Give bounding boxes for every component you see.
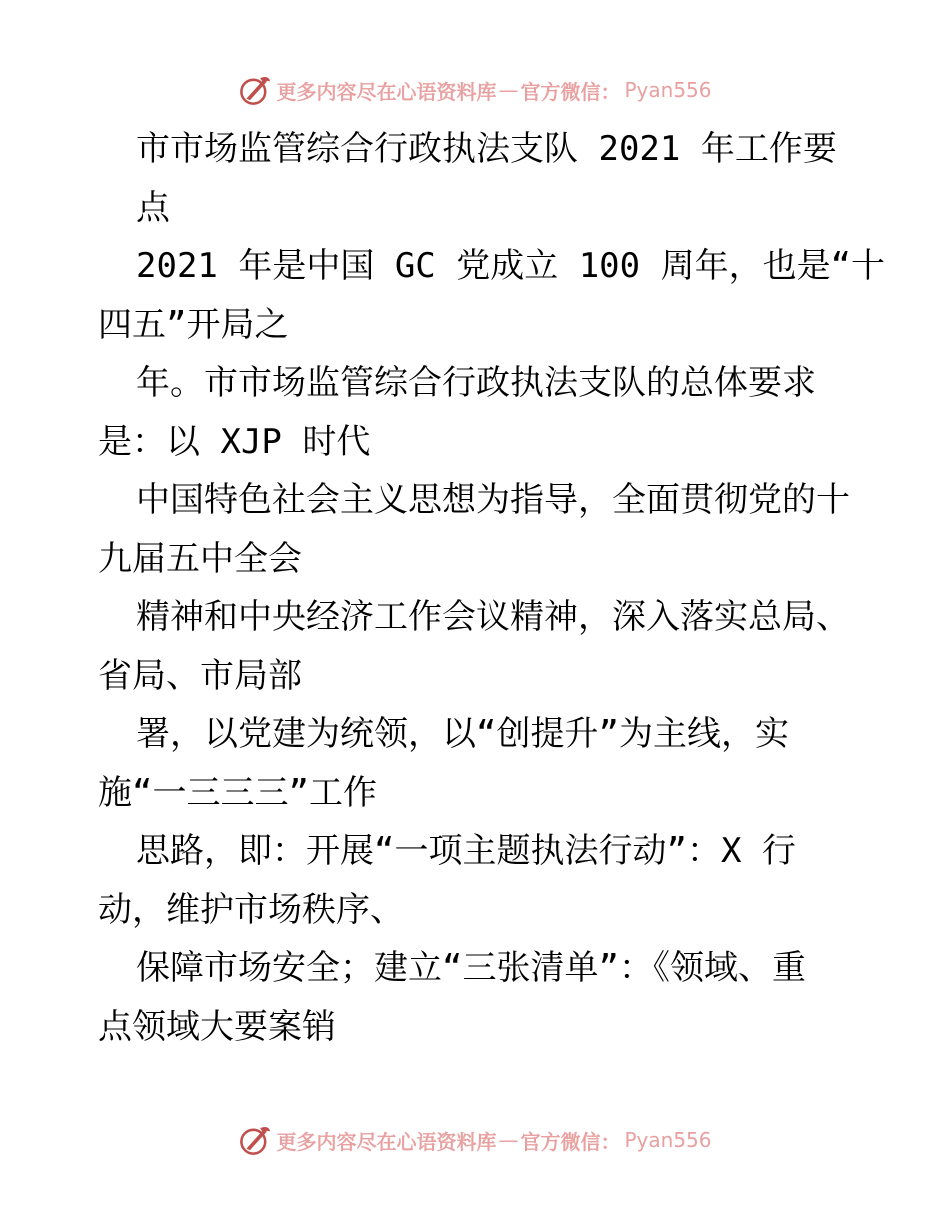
doc-line-11: 署，以党建为统领，以“创提升”为主线，实 xyxy=(136,714,789,754)
doc-title-line-1: 市市场监管综合行政执法支队 2021 年工作要 xyxy=(136,129,837,169)
watermark-site-text: 更多内容尽在心语资料库 xyxy=(276,1129,497,1154)
watermark-dash: — xyxy=(498,78,519,102)
doc-line-9: 精神和中央经济工作会议精神，深入落实总局、 xyxy=(136,597,850,637)
doc-line-13: 思路，即：开展“一项主题执法行动”：X 行 xyxy=(136,831,796,871)
watermark-wechat-id: Pyan556 xyxy=(624,1128,712,1152)
doc-line-12: 施“一三三三”工作 xyxy=(98,772,377,813)
doc-line-15: 保障市场安全；建立“三张清单”：《领域、重 xyxy=(136,948,806,988)
footer-watermark xyxy=(0,1120,950,1160)
doc-line-3: 2021 年是中国 GC 党成立 100 周年，也是“十 xyxy=(136,246,886,286)
watermark-wechat-label: 官方微信： xyxy=(520,1129,621,1154)
doc-line-10: 省局、市局部 xyxy=(98,655,302,696)
quill-seal-icon xyxy=(238,1123,272,1157)
header-watermark xyxy=(0,70,950,110)
doc-line-14: 动，维护市场秩序、 xyxy=(98,889,404,930)
watermark-site-text: 更多内容尽在心语资料库 xyxy=(276,79,497,104)
doc-line-8: 九届五中全会 xyxy=(98,538,302,579)
watermark-dash: — xyxy=(498,1128,519,1152)
doc-line-5: 年。市市场监管综合行政执法支队的总体要求 xyxy=(136,363,816,403)
watermark-wechat-id: Pyan556 xyxy=(624,78,712,102)
doc-title-line-2: 点 xyxy=(136,187,170,228)
doc-line-16: 点领域大要案销 xyxy=(98,1006,336,1047)
watermark-wechat-label: 官方微信： xyxy=(520,79,621,104)
doc-line-7: 中国特色社会主义思想为指导，全面贯彻党的十 xyxy=(136,480,850,520)
doc-line-6: 是：以 XJP 时代 xyxy=(98,421,371,462)
doc-line-4: 四五”开局之 xyxy=(98,304,289,345)
document-body xyxy=(98,120,886,1056)
quill-seal-icon xyxy=(238,73,272,107)
